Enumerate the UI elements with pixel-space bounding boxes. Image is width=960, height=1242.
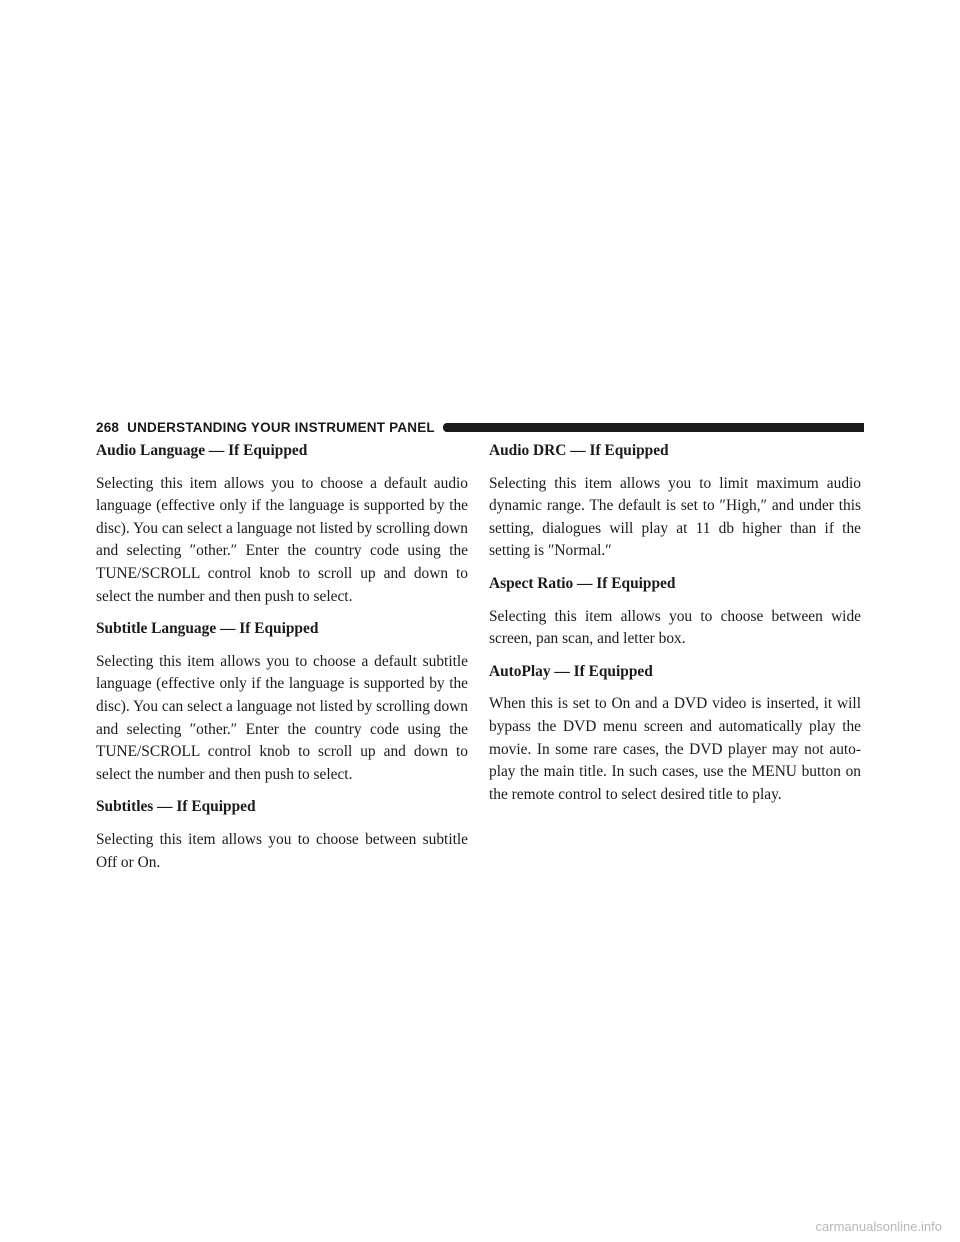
header-rule: [443, 423, 864, 432]
section-title: UNDERSTANDING YOUR INSTRUMENT PANEL: [127, 419, 435, 435]
heading-audio-drc: Audio DRC — If Equipped: [489, 442, 669, 459]
heading-aspect-ratio: Aspect Ratio — If Equipped: [489, 574, 676, 592]
paragraph-audio-drc: Selecting this item allows you to limit maximum audio dynamic range. The default is set to ″High,″ and under this setting, dialogues will play at 11 db higher than if the setting is ″Normal.″: [489, 474, 861, 560]
page-number: 268: [96, 419, 120, 435]
left-column: [96, 440, 468, 884]
page-header: [96, 419, 864, 435]
paragraph-subtitle-language: Selecting this item allows you to choose a default subtitle language (effective only if the language is supported by the disc). You can select a language not listed by scrolling down and selecting ″other.″ Enter the country code using the TUNE/SCROLL control knob to scroll up and down to select the number and then push to select.: [96, 652, 468, 783]
heading-subtitles: Subtitles — If Equipped: [96, 798, 256, 816]
watermark: carmanualsonline.info: [815, 1219, 942, 1234]
paragraph-autoplay: When this is set to On and a DVD video is inserted, it will bypass the DVD menu screen and automatically play the movie. In some rare cases, the DVD player may not auto-play the main title. In such cases, use the MENU button on the remote control to select desired title to play.: [489, 695, 861, 803]
heading-autoplay: AutoPlay — If Equipped: [489, 662, 653, 680]
paragraph-subtitles: Selecting this item allows you to choose between subtitle Off or On.: [96, 830, 468, 871]
heading-audio-language: Audio Language — If Equipped: [96, 442, 308, 459]
right-column: [489, 440, 861, 816]
paragraph-audio-language: Selecting this item allows you to choose a default audio language (effective only if the language is supported by the disc). You can select a language not listed by scrolling down and selecting ″other.″ Enter the country code using the TUNE/SCROLL control knob to scroll up and down to select the number and then push to select.: [96, 474, 468, 605]
heading-subtitle-language: Subtitle Language — If Equipped: [96, 620, 319, 638]
paragraph-aspect-ratio: Selecting this item allows you to choose between wide screen, pan scan, and letter box.: [489, 607, 861, 648]
